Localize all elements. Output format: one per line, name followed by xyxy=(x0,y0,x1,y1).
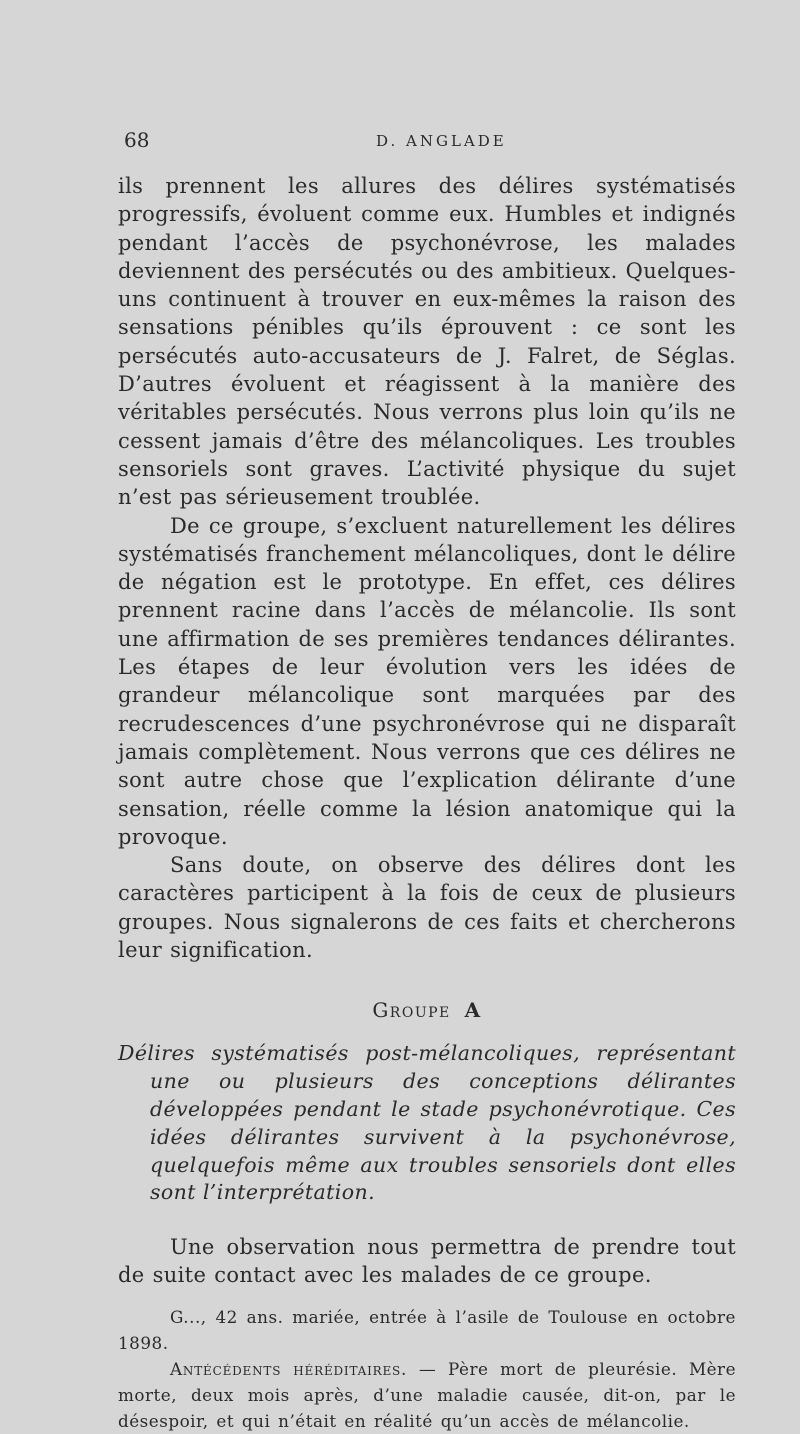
running-head: D. ANGLADE xyxy=(376,132,507,150)
paragraph: Sans doute, on observe des délires dont les caractères participent à la fois de ceux de plusieurs groupes. Nous signalerons de ces faits et chercherons leur signification. xyxy=(118,853,736,963)
observation-intro: Une observation nous permettra de prendre tout de suite contact avec les malades de ce groupe. xyxy=(118,1235,736,1288)
group-description: Délires systématisés post-mélancoliques, représentant une ou plusieurs des conceptions délirantes développées pendant le stade psychonévrotique. Ces idées délirantes survivent à la psychonévrose, quelquefois même aux troubles sensoriels dont elles sont l’interprétation. xyxy=(118,1041,736,1205)
case-antecedents xyxy=(118,1356,736,1434)
page-body xyxy=(118,172,736,1434)
group-heading-letter: A xyxy=(464,998,482,1023)
group-heading xyxy=(118,998,736,1022)
paragraph: De ce groupe, s’excluent naturellement les délires systématisés franchement mélancoliques, dont le délire de négation est le prototype. En effet, ces délires prennent racine dans l’accès de mélancolie. Ils sont une affirmation de ses premières tendances délirantes. Les étapes de leur évolution vers les idées de grandeur mélancolique sont marquées par des recrudescences d’une psychronévrose qui ne disparaît jamais complètement. Nous verrons que ces délires ne sont autre chose que l’explication délirante d’une sensation, réelle comme la lésion anatomique qui la provoque. xyxy=(118,513,736,849)
paragraph-continuation: ils prennent les allures des délires systématisés progressifs, évoluent comme eux. Humbles et indignés pendant l’accès de psychonévrose, les malades deviennent des persécutés ou des ambitieux. Quelques-uns continuent à trouver en eux-mêmes la raison des sensations pénibles qu’ils éprouvent : ce sont les persécutés auto-accusateurs de J. Falret, de Séglas. D’autres évoluent et réagissent à la manière des véritables persécutés. Nous verrons plus loin qu’ils ne cessent jamais d’être des mélancoliques. Les troubles sensoriels sont graves. L’activité physique du sujet n’est pas sérieusement troublée. xyxy=(118,174,736,510)
case-report xyxy=(118,1304,736,1434)
antecedents-label: Antécédents héréditaires. xyxy=(170,1358,408,1379)
group-heading-label: Groupe xyxy=(372,998,451,1023)
case-line: G..., 42 ans. mariée, entrée à l’asile de Toulouse en octobre 1898. xyxy=(118,1306,736,1353)
antecedents-text: — Père mort de pleurésie. Mère morte, deux mois après, d’une maladie causée, dit-on, par le désespoir, et qui n’était en réalité qu’un accès de mélancolie. xyxy=(118,1358,737,1431)
page-number: 68 xyxy=(124,128,150,152)
page-header xyxy=(0,128,800,158)
